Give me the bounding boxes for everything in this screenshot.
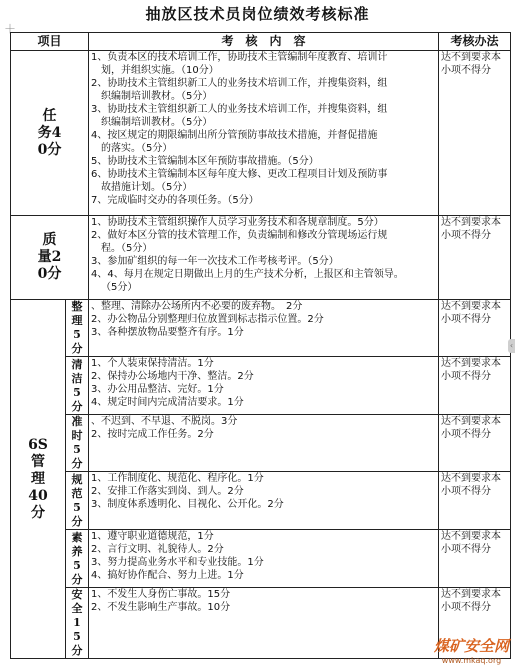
subcategory-label: 素养5分 bbox=[71, 530, 83, 586]
category-quality bbox=[11, 216, 89, 300]
content-sort bbox=[89, 300, 439, 357]
content-line: 1、协助技术主管组织操作人员学习业务技术和各规章制度。5分） bbox=[91, 217, 384, 228]
subcategory-label: 规范5分 bbox=[71, 472, 83, 528]
content-standard bbox=[89, 472, 439, 530]
table-row-quality bbox=[11, 216, 511, 300]
method-clean: 达不到要求本小项不得分 bbox=[439, 357, 511, 415]
header-item: 项目 bbox=[11, 33, 89, 51]
method-punctual: 达不到要求本小项不得分 bbox=[439, 415, 511, 472]
page-title: 抽放区技术员岗位绩效考核标准 bbox=[145, 5, 370, 23]
content-line: 1、遵守职业道德规范，1分 bbox=[91, 531, 214, 542]
table-move-handle-icon[interactable]: ＋ bbox=[4, 22, 17, 36]
category-label: 6S管理40分 bbox=[28, 436, 48, 521]
content-line: 2、不发生影响生产事故。10分 bbox=[91, 602, 231, 613]
subcategory-manners bbox=[66, 530, 89, 588]
content-line: 4、搞好协作配合、努力上进。1分 bbox=[91, 570, 244, 581]
content-line: 5、协助技术主管编制本区年预防事故措施。（5分） bbox=[91, 156, 319, 167]
content-line: 1、工作制度化、规范化、程序化。1分 bbox=[91, 473, 264, 484]
content-line: 1、个人装束保持清洁。1分 bbox=[91, 358, 214, 369]
watermark-url: www.mkaq.org bbox=[441, 656, 502, 665]
content-line: 的落实。（5分） bbox=[101, 143, 173, 154]
method-quality: 达不到要求本小项不得分 bbox=[439, 216, 511, 300]
header-content: 考 核 内 容 bbox=[89, 33, 439, 51]
subcategory-label: 准时5分 bbox=[71, 415, 83, 470]
table-row-6s-punctual bbox=[11, 415, 511, 472]
table-row-6s-standard bbox=[11, 472, 511, 530]
subcategory-punctual bbox=[66, 415, 89, 472]
content-punctual bbox=[89, 415, 439, 472]
category-label: 任务40分 bbox=[37, 107, 62, 158]
content-line: 2、保持办公场地内干净、整洁。2分 bbox=[91, 371, 254, 382]
subcategory-standard bbox=[66, 472, 89, 530]
content-line: 程。（5分） bbox=[101, 243, 153, 254]
subcategory-label: 清洁5分 bbox=[71, 357, 83, 413]
subcategory-sort bbox=[66, 300, 89, 357]
subcategory-clean bbox=[66, 357, 89, 415]
subcategory-label: 整理5分 bbox=[71, 300, 83, 355]
content-line: 、不迟到、不早退、不脱岗。3分 bbox=[91, 416, 238, 427]
category-6s bbox=[11, 300, 66, 659]
content-line: 3、制度体系透明化、目视化、公开化。2分 bbox=[91, 499, 284, 510]
method-manners: 达不到要求本小项不得分 bbox=[439, 530, 511, 588]
content-line: 2、安排工作落实到岗、到人。2分 bbox=[91, 486, 244, 497]
table-row-6s-manners bbox=[11, 530, 511, 588]
method-sort: 达不到要求本小项不得分 bbox=[439, 300, 511, 357]
content-line: 6、协助技术主管编制本区每年度大修、更改工程项目计划及预防事 bbox=[91, 169, 388, 180]
subcategory-safety bbox=[66, 588, 89, 659]
content-line: 4、规定时间内完成清洁要求。1分 bbox=[91, 397, 244, 408]
content-line: 织编制培训教材。（5分） bbox=[101, 117, 213, 128]
content-line: 3、协助技术主管组织新工人的业务技术培训工作，并搜集资料，组 bbox=[91, 104, 388, 115]
content-task bbox=[89, 51, 439, 216]
content-line: 7、完成临时交办的各项任务。（5分） bbox=[91, 195, 259, 206]
method-standard: 达不到要求本小项不得分 bbox=[439, 472, 511, 530]
content-line: 、整理、清除办公场所内不必要的废弃物。 2分 bbox=[91, 301, 303, 312]
content-line: 故措施计划。（5分） bbox=[101, 182, 193, 193]
content-line: 2、按时完成工作任务。2分 bbox=[91, 429, 214, 440]
content-line: 3、各种摆放物品要整齐有序。1分 bbox=[91, 327, 244, 338]
assessment-table bbox=[10, 32, 511, 659]
content-line: 2、做好本区分管的技术管理工作，负责编制和修改分管现场运行规 bbox=[91, 230, 388, 241]
side-scroll-handle[interactable]: ‹ bbox=[508, 339, 515, 353]
table-header-row bbox=[11, 33, 511, 51]
subcategory-label: 安全15分 bbox=[71, 588, 83, 657]
content-line: 1、不发生人身伤亡事故。15分 bbox=[91, 589, 231, 600]
method-safety: 达不到要求本小项不得分 bbox=[439, 588, 511, 659]
header-method: 考核办法 bbox=[439, 33, 511, 51]
method-task: 达不到要求本小项不得分 bbox=[439, 51, 511, 216]
table-row-6s-clean bbox=[11, 357, 511, 415]
content-line: 3、努力提高业务水平和专业技能。1分 bbox=[91, 557, 264, 568]
content-line: 2、言行文明、礼貌待人。2分 bbox=[91, 544, 224, 555]
content-safety bbox=[89, 588, 439, 659]
watermark-logo: 煤矿安全网 bbox=[433, 637, 509, 655]
watermark bbox=[434, 635, 509, 665]
content-line: 1、负责本区的技术培训工作，协助技术主管编制年度教育、培训计 bbox=[91, 52, 388, 63]
content-line: 4、按区规定的期限编制出所分管预防事故技术措施，并督促措施 bbox=[91, 130, 378, 141]
content-line: 2、办公物品分别整理归位放置到标志指示位置。2分 bbox=[91, 314, 324, 325]
content-quality bbox=[89, 216, 439, 300]
content-line: （5分） bbox=[101, 282, 138, 293]
content-manners bbox=[89, 530, 439, 588]
content-line: 3、办公用品整洁、完好。1分 bbox=[91, 384, 224, 395]
content-line: 织编制培训教材。（5分） bbox=[101, 91, 213, 102]
content-line: 3、参加矿组织的每一年一次技术工作考核考评。（5分） bbox=[91, 256, 339, 267]
content-line: 4、4、每月在规定日期做出上月的生产技术分析，上报区和主管领导。 bbox=[91, 269, 404, 280]
category-task bbox=[11, 51, 89, 216]
content-line: 划，并组织实施。（10分） bbox=[101, 65, 219, 76]
table-row-6s-sort bbox=[11, 300, 511, 357]
content-line: 2、协助技术主管组织新工人的业务技术培训工作，并搜集资料，组 bbox=[91, 78, 388, 89]
content-clean bbox=[89, 357, 439, 415]
table-row-task bbox=[11, 51, 511, 216]
category-label: 质量20分 bbox=[37, 232, 62, 282]
